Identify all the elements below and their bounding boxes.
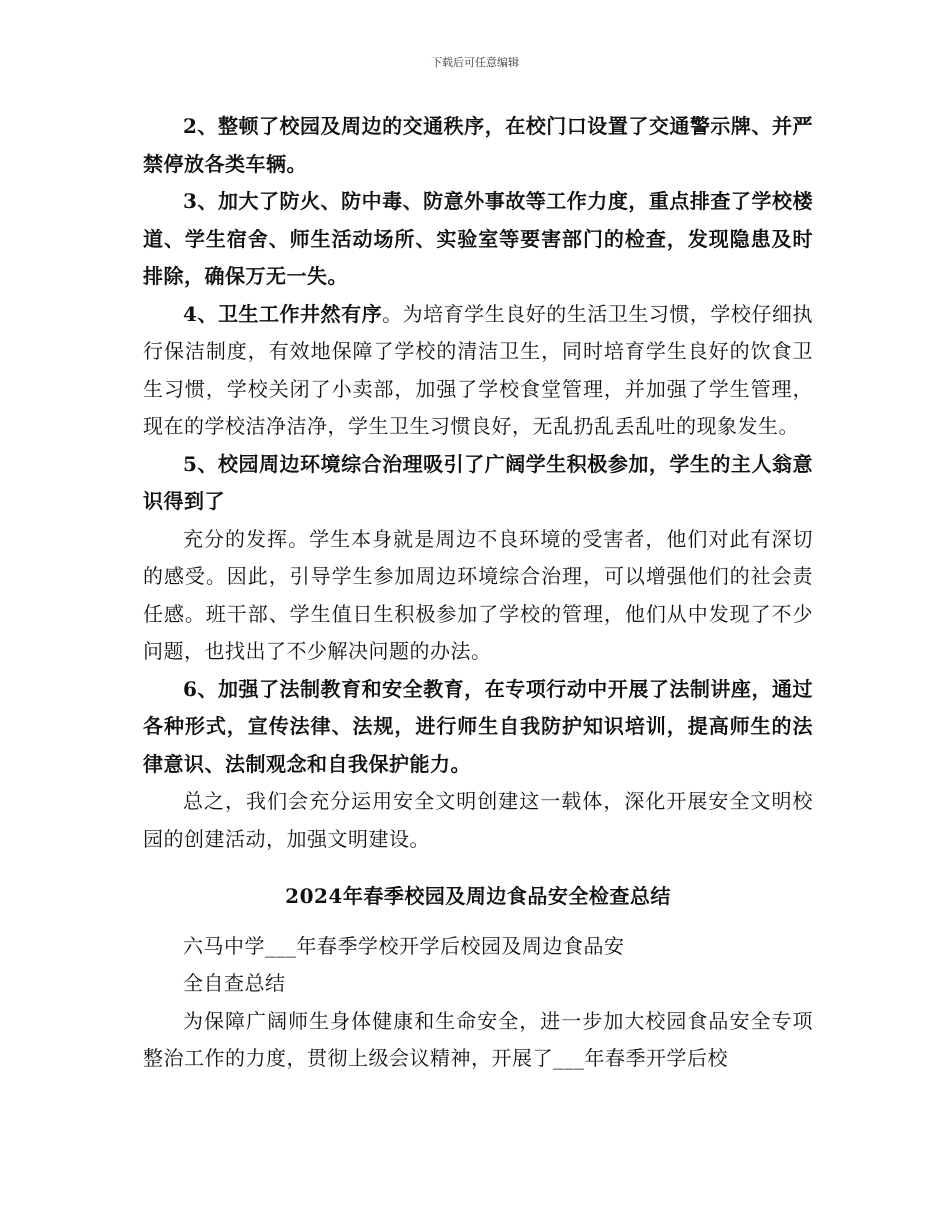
paragraph-student-participation: 5、校园周边环境综合治理吸引了广阔学生积极参加，学生的主人翁意识得到了 (143, 451, 813, 513)
section-title: 2024年春季校园及周边食品安全检查总结 (285, 884, 671, 908)
paragraph-fire-prevention: 3、加大了防火、防中毒、防意外事故等工作力度，重点排查了学校楼道、学生宿舍、师生活动场所、实验室等要害部门的检查，发现隐患及时排除，确保万无一失。 (143, 189, 813, 288)
paragraph-traffic-order: 2、整顿了校园及周边的交通秩序，在校门口设置了交通警示牌、并严禁停放各类车辆。 (143, 114, 813, 176)
paragraph-intro: 为保障广阔师生身体健康和生命安全，进一步加大校园食品安全专项整治工作的力度，贯彻上级会议精神，开展了___年春季开学后校 (143, 1008, 813, 1070)
paragraph-summary: 总之，我们会充分运用安全文明创建这一载体，深化开展安全文明校园的创建活动，加强文明建设。 (143, 789, 813, 851)
paragraph-full-play: 充分的发挥。学生本身就是周边不良环境的受害者，他们对此有深切的感受。因此，引导学生参加周边环境综合治理，可以增强他们的社会责任感。班干部、学生值日生积极参加了学校的管理，他们从中发现了不少问题，也找出了不少解决问题的办法。 (143, 526, 813, 663)
paragraph-hygiene (143, 296, 813, 446)
paragraph-legal-education: 6、加强了法制教育和安全教育，在专项行动中开展了法制讲座，通过各种形式，宣传法律、法规，进行师生自我防护知识培训，提高师生的法律意识、法制观念和自我保护能力。 (143, 676, 813, 776)
page-header: 下载后可任意编辑 (431, 56, 519, 69)
document-body (143, 108, 813, 1078)
paragraph-self-check: 全自查总结 (183, 971, 286, 995)
paragraph-hygiene-lead: 4、卫生工作井然有序 (183, 301, 383, 326)
paragraph-school-heading: 六马中学___年春季学校开学后校园及周边食品安 (183, 933, 625, 958)
paragraph-hygiene-rest: 。为培育学生良好的生活卫生习惯，学校仔细执行保洁制度，有效地保障了学校的清洁卫生，同时培育学生良好的饮食卫生习惯，学校关闭了小卖部，加强了学校食堂管理，并加强了学生管理，现在的学校洁净洁净，学生卫生习惯良好，无乱扔乱丢乱吐的现象发生。 (143, 301, 813, 438)
